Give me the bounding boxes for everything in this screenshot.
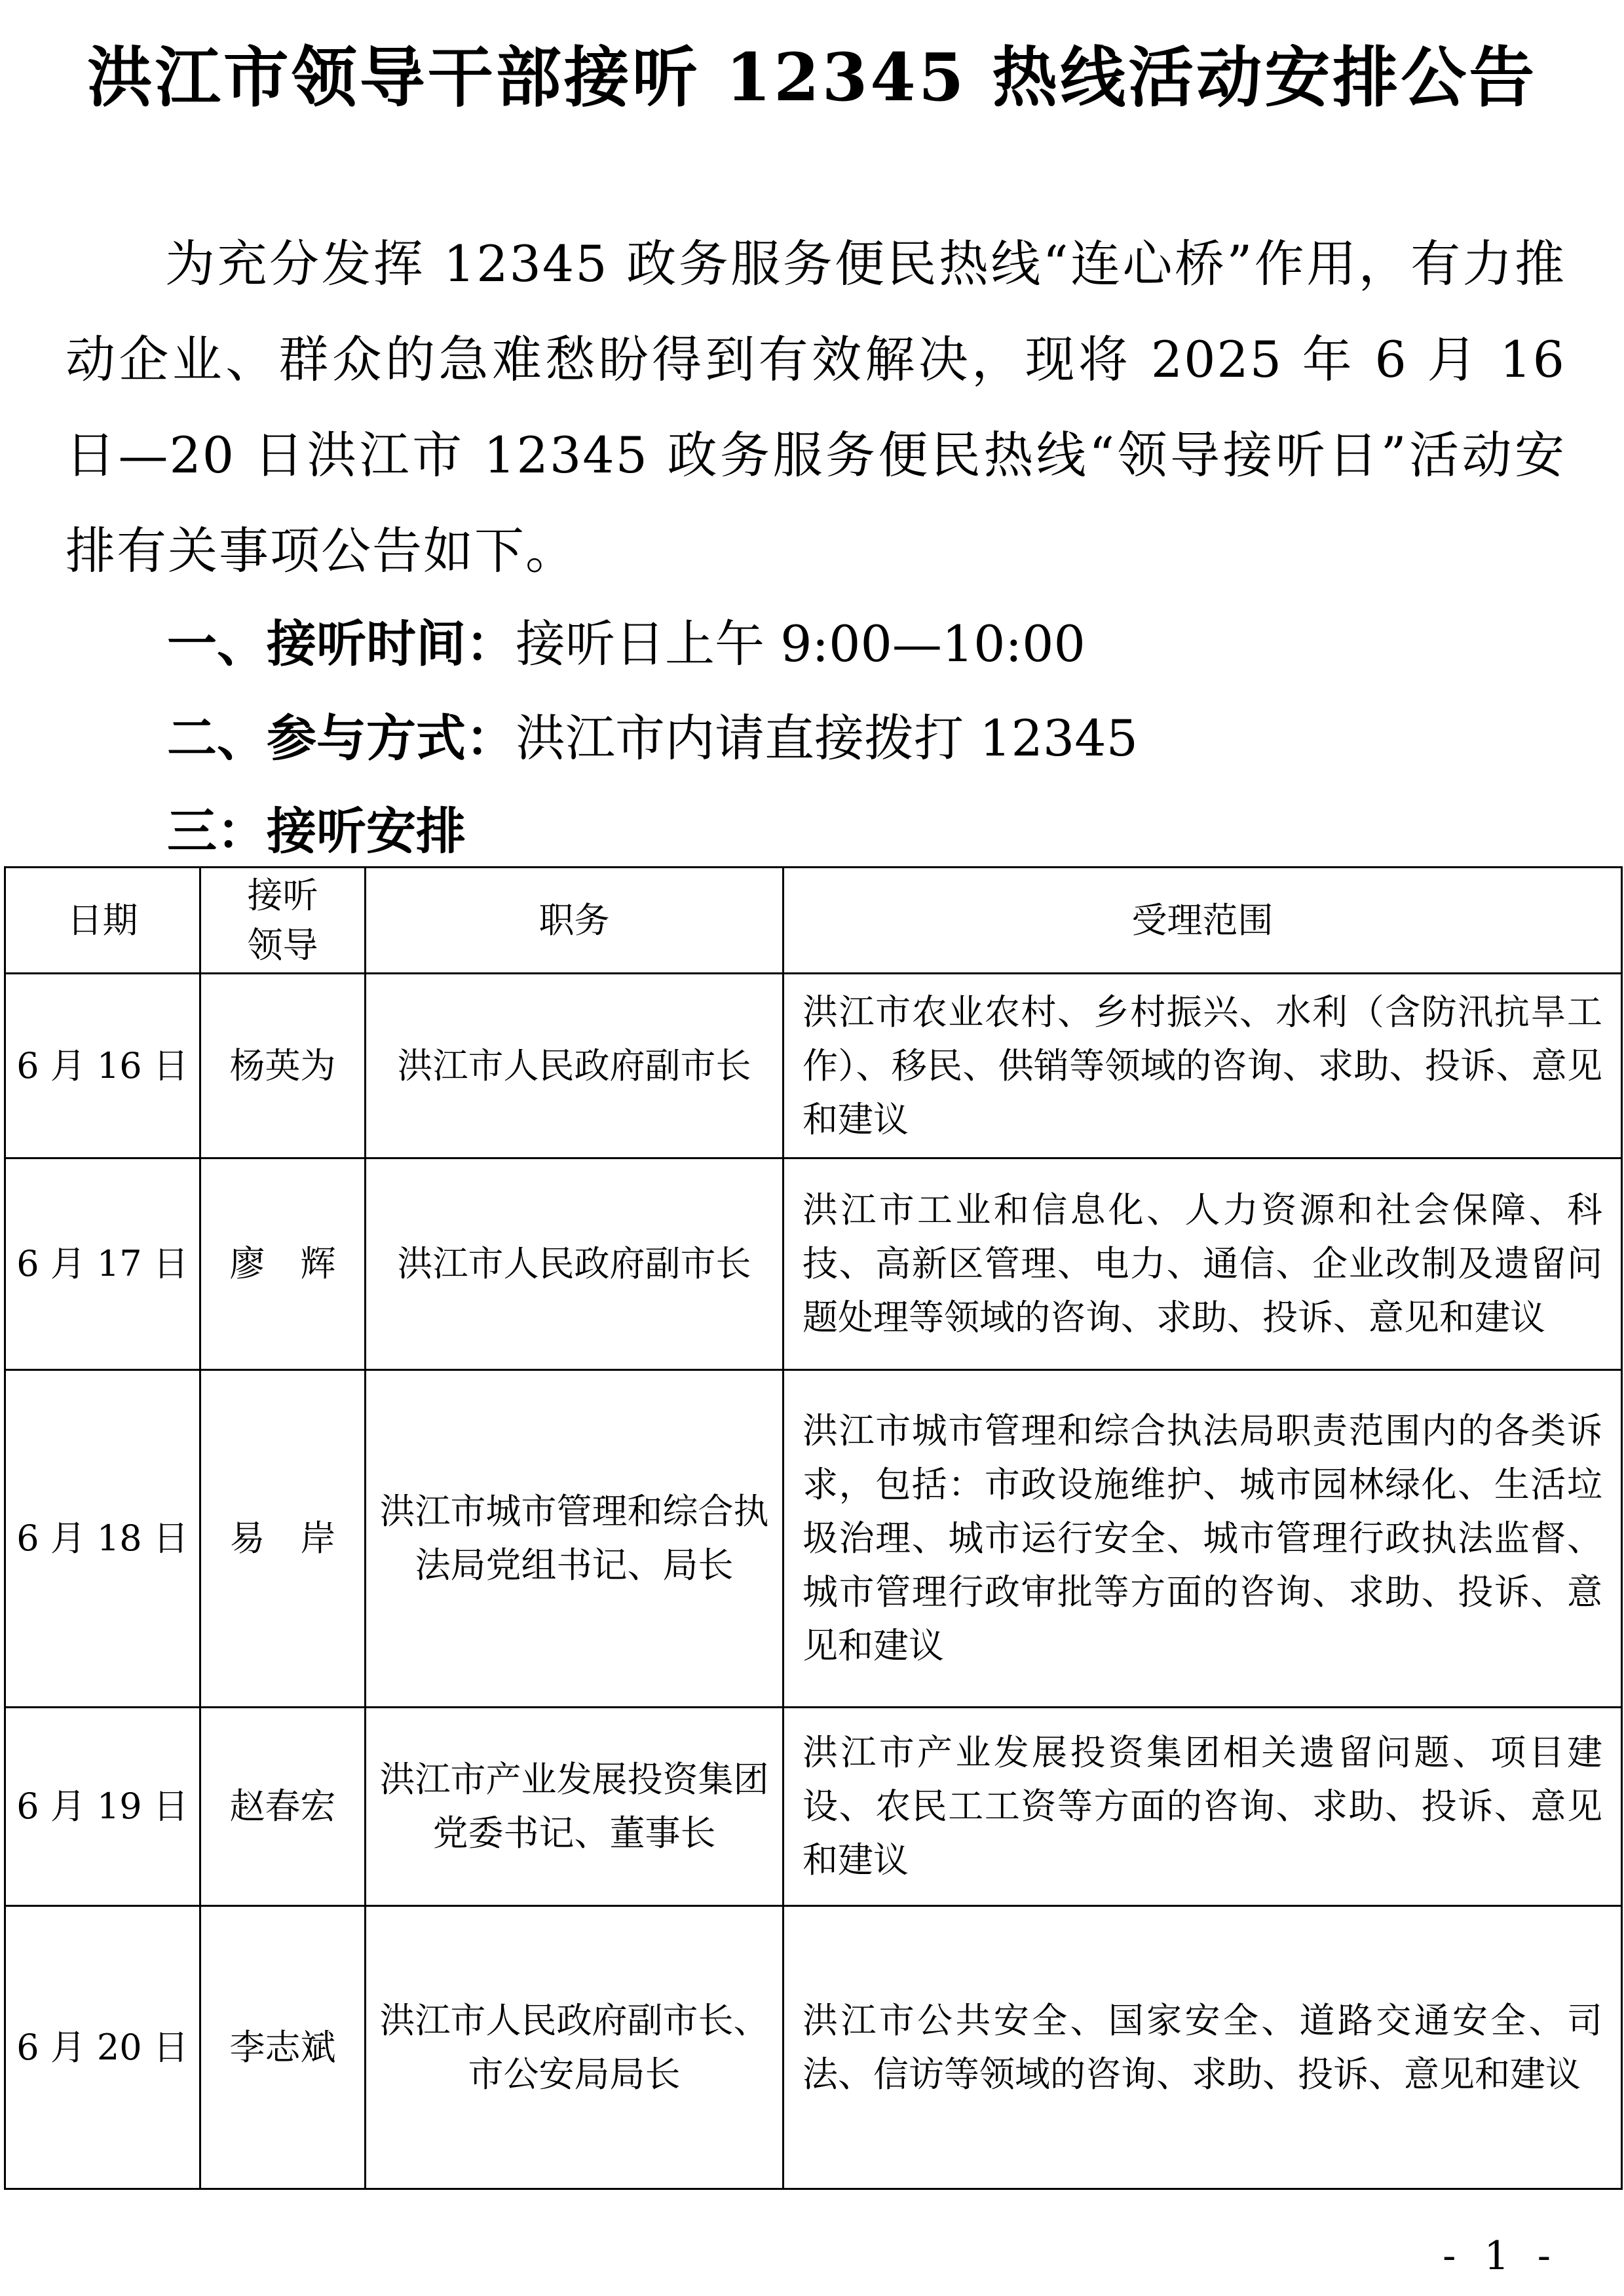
- row-leader: 李志斌: [200, 1906, 366, 2189]
- row-scope: 洪江市公共安全、国家安全、道路交通安全、司法、信访等领域的咨询、求助、投诉、意见和建议: [784, 1906, 1622, 2189]
- row-scope: 洪江市农业农村、乡村振兴、水利（含防汛抗旱工作）、移民、供销等领域的咨询、求助、投诉、意见和建议: [784, 974, 1622, 1158]
- row-date: 6 月 19 日: [5, 1708, 200, 1906]
- table-row: [5, 974, 1622, 1158]
- row-leader: 杨英为: [200, 974, 366, 1158]
- row-scope: 洪江市产业发展投资集团相关遗留问题、项目建设、农民工工资等方面的咨询、求助、投诉、意见和建议: [784, 1708, 1622, 1906]
- header-leader-line1: 接听: [247, 874, 318, 916]
- section-schedule: [167, 792, 466, 863]
- row-scope: 洪江市城市管理和综合执法局职责范围内的各类诉求，包括：市政设施维护、城市园林绿化、生活垃圾治理、城市运行安全、城市管理行政执法监督、城市管理行政审批等方面的咨询、求助、投诉、意见和建议: [784, 1370, 1622, 1708]
- table-row: [5, 1708, 1622, 1906]
- section-time-label: 一、接听时间：: [167, 615, 516, 673]
- section-time-text: 接听日上午 9:00—10:00: [516, 615, 1086, 673]
- page-number: - 1 -: [1443, 2233, 1558, 2279]
- header-scope: 受理范围: [784, 868, 1622, 974]
- row-leader: 易 岸: [200, 1370, 366, 1708]
- row-date: 6 月 20 日: [5, 1906, 200, 2189]
- table-row: [5, 1906, 1622, 2189]
- row-position: 洪江市产业发展投资集团党委书记、董事长: [366, 1708, 784, 1906]
- row-date: 6 月 17 日: [5, 1158, 200, 1370]
- section-time: [167, 604, 1086, 676]
- page-title: 洪江市领导干部接听 12345 热线活动安排公告: [86, 39, 1538, 116]
- section-method: [167, 698, 1138, 770]
- table-row: [5, 1158, 1622, 1370]
- intro-paragraph: 为充分发挥 12345 政务服务便民热线“连心桥”作用，有力推动企业、群众的急难愁盼得到有效解决，现将 2025 年 6 月 16 日—20 日洪江市 12345 政务服务便民热线“领导接听日”活动安排有关事项公告如下。: [66, 235, 1566, 580]
- row-scope: 洪江市工业和信息化、人力资源和社会保障、科技、高新区管理、电力、通信、企业改制及遗留问题处理等领域的咨询、求助、投诉、意见和建议: [784, 1158, 1622, 1370]
- row-date: 6 月 18 日: [5, 1370, 200, 1708]
- table-header-row: [5, 868, 1622, 974]
- schedule-table: [4, 866, 1623, 2190]
- header-leader-line2: 领导: [247, 924, 318, 966]
- row-leader: 赵春宏: [200, 1708, 366, 1906]
- row-position: 洪江市人民政府副市长: [366, 1158, 784, 1370]
- row-date: 6 月 16 日: [5, 974, 200, 1158]
- header-date: 日期: [5, 868, 200, 974]
- section-method-label: 二、参与方式：: [167, 709, 516, 767]
- header-position: 职务: [366, 868, 784, 974]
- row-position: 洪江市人民政府副市长、市公安局局长: [366, 1906, 784, 2189]
- header-leader: [200, 868, 366, 974]
- table-row: [5, 1370, 1622, 1708]
- row-leader: 廖 辉: [200, 1158, 366, 1370]
- row-position: 洪江市人民政府副市长: [366, 974, 784, 1158]
- row-position: 洪江市城市管理和综合执法局党组书记、局长: [366, 1370, 784, 1708]
- section-method-text: 洪江市内请直接拨打 12345: [516, 709, 1138, 767]
- section-schedule-label: 三：接听安排: [167, 802, 466, 860]
